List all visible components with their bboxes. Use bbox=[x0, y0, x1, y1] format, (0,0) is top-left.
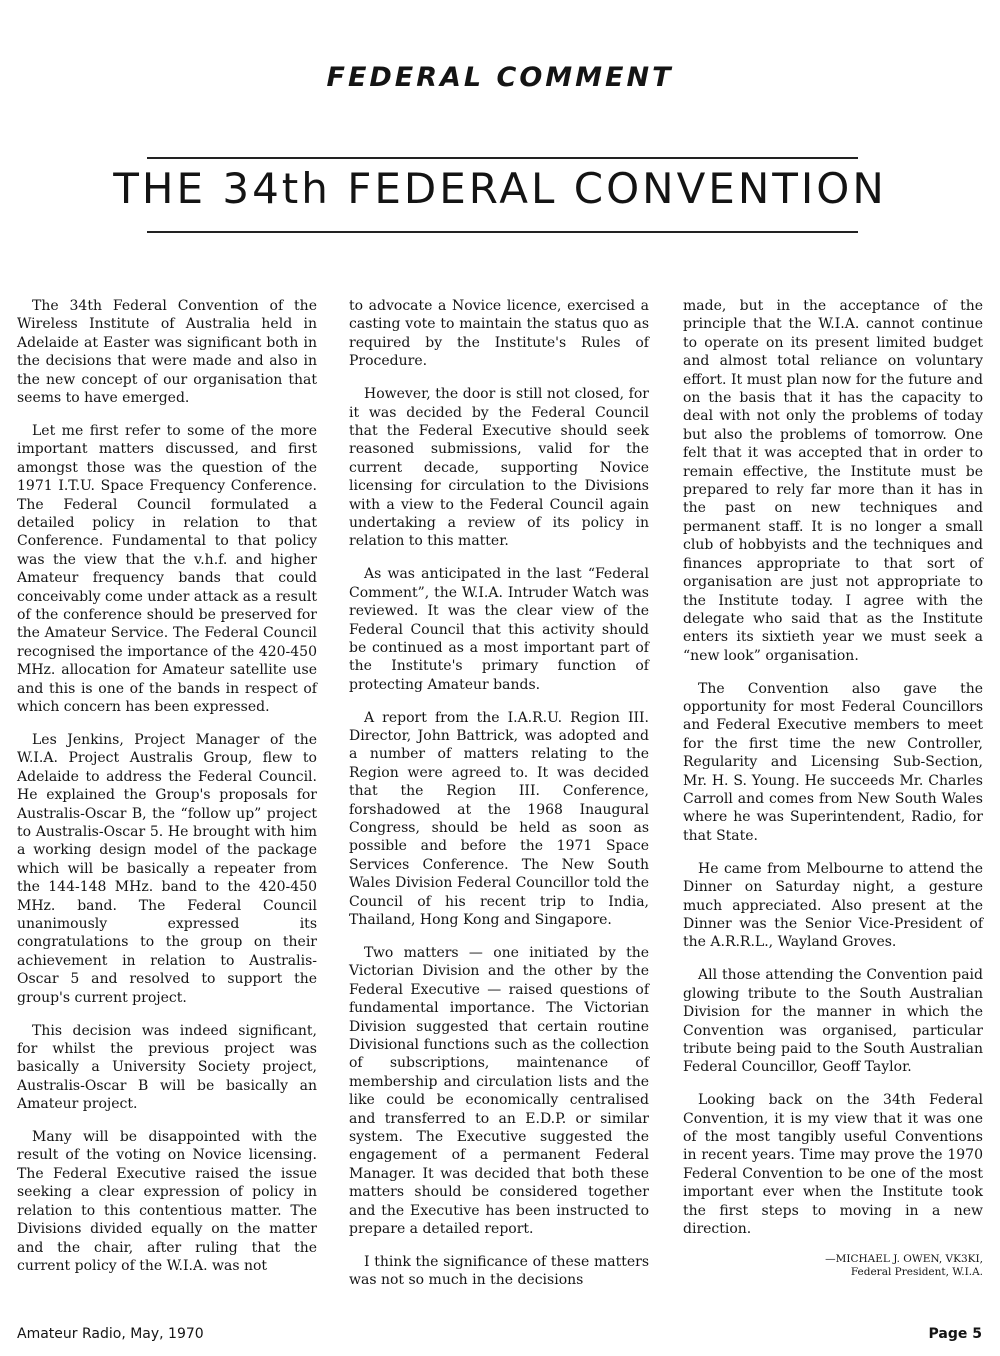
paragraph: Many will be disappointed with the result of the voting on Novice licensing. The Federal Executive raised the issue seeking a clear expression of policy in relation to this contentious matter. The Divisions divided equally on the matter and the chair, after ruling that the current policy of the W.I.A. was not bbox=[17, 1129, 317, 1274]
paragraph: Let me first refer to some of the more important matters discussed, and first amongst those was the question of the 1971 I.T.U. Space Frequency Conference. The Federal Council formulated a detailed policy in relation to that Conference. Fundamental to that policy was the view that the v.h.f. and higher Amateur frequency bands that could conceivably come under attack as a result of the conference should be preserved for the Amateur Service. The Federal Council recognised the importance of the 420-450 MHz. allocation for Amateur satellite use and this is one of the bands in respect of which concern has been expressed. bbox=[17, 422, 317, 716]
paragraph: However, the door is still not closed, for it was decided by the Federal Council that the Federal Executive should seek reasoned submissions, valid for the current decade, supporting Novice licensing for circulation to the Divisions with a view to the Federal Council again undertaking a review of its policy in relation to this matter. bbox=[349, 386, 649, 550]
paragraph: He came from Melbourne to attend the Dinner on Saturday night, a gesture much appreciated. Also present at the Dinner was the Senior Vice-President of the A.R.R.L., Wayland Groves. bbox=[683, 860, 983, 951]
paragraph: As was anticipated in the last “Federal Comment”, the W.I.A. Intruder Watch was reviewed. It was the clear view of the Federal Council that this activity should be continued as a most important part of the Institute's primary function of protecting Amateur bands. bbox=[349, 566, 649, 693]
paragraph: This decision was indeed significant, for whilst the previous project was basically a University Society project, Australis-Oscar B will be basically an Amateur project. bbox=[17, 1022, 317, 1113]
paragraph: All those attending the Convention paid glowing tribute to the South Australian Division for the manner in which the Convention was organised, particular tribute being paid to the South Australian Federal Councillor, Geoff Taylor. bbox=[683, 967, 983, 1076]
author-signature bbox=[683, 1253, 983, 1279]
paragraph-continued: to advocate a Novice licence, exercised a casting vote to maintain the status quo as required by the Institute's Rules of Procedure. bbox=[349, 298, 649, 370]
paragraph: I think the significance of these matters was not so much in the decisions bbox=[349, 1254, 649, 1289]
article-column-2 bbox=[349, 297, 649, 1290]
paragraph-continued: made, but in the acceptance of the principle that the W.I.A. cannot continue to operate on its present limited budget and almost total reliance on voluntary effort. It must plan now for the future and on the basis that it has the capacity to deal with not only the problems of today but also the problems of tomorrow. One felt that it was accepted that in order to remain effective, the Institute must be prepared to rely far more than it has in the past on new techniques and permanent staff. It is no longer a small club of hobbyists and the techniques and finances appropriate to that sort of organisation are just not appropriate to the Institute today. I agree with the delegate who said that as the Institute enters its sixtieth year we must seek a “new look” organisation. bbox=[683, 298, 983, 664]
author-title: Federal President, W.I.A. bbox=[850, 1266, 983, 1278]
paragraph: The Convention also gave the opportunity for most Federal Councillors and Federal Executive members to meet for the first time the new Controller, Regularity and Licensing Sub-Section, Mr. H. S. Young. He succeeds Mr. Charles Carroll and comes from New South Wales where he was Superintendent, Radio, for that State. bbox=[683, 680, 983, 844]
headline-rule-top bbox=[147, 157, 858, 159]
paragraph: A report from the I.A.R.U. Region III. Director, John Battrick, was adopted and a number of matters relating to the Region were agreed to. It was decided that the Region III. Conference, forshadowed at the 1968 Inaugural Congress, should be held as soon as possible and before the 1971 Space Services Conference. The New South Wales Division Federal Councillor told the Council of his recent trip to India, Thailand, Hong Kong and Singapore. bbox=[349, 709, 649, 929]
section-kicker: FEDERAL COMMENT bbox=[326, 62, 674, 93]
page-title: THE 34th FEDERAL CONVENTION bbox=[113, 164, 887, 213]
article-column-1 bbox=[17, 297, 317, 1275]
paragraph: Looking back on the 34th Federal Convention, it is my view that it was one of the most tangibly useful Conventions in recent years. Time may prove the 1970 Federal Convention to be one of the most important ever when the Institute took the first steps to moving in a new direction. bbox=[683, 1092, 983, 1238]
publication-footer: Amateur Radio, May, 1970 bbox=[17, 1326, 204, 1342]
paragraph: Two matters — one initiated by the Victorian Division and the other by the Federal Executive — raised questions of fundamental importance. The Victorian Division suggested that certain routine Divisional functions such as the collection of subscriptions, maintenance of membership and circulation lists and the like could be economically centralised and transferred to an E.D.P. or similar system. The Executive suggested the engagement of a permanent Federal Manager. It was decided that both these matters should be considered together and the Executive has been instructed to prepare a detailed report. bbox=[349, 945, 649, 1238]
paragraph: The 34th Federal Convention of the Wireless Institute of Australia held in Adelaide at Easter was significant both in the decisions that were made and also in the new concept of our organisation that seems to have emerged. bbox=[17, 298, 317, 407]
article-column-3 bbox=[683, 297, 983, 1279]
author-name: —MICHAEL J. OWEN, VK3KI, bbox=[825, 1253, 983, 1265]
paragraph: Les Jenkins, Project Manager of the W.I.A. Project Australis Group, flew to Adelaide to address the Federal Council. He explained the Group's proposals for Australis-Oscar B, the “follow up” project to Australis-Oscar 5. He brought with him a working design model of the package which will be basically a repeater from the 144-148 MHz. band to the 420-450 MHz. band. The Federal Council unanimously expressed its congratulations to the group on their achievement in relation to Australis-Oscar 5 and resolved to support the group's current project. bbox=[17, 731, 317, 1006]
headline-rule-bottom bbox=[147, 231, 858, 233]
page-number: Page 5 bbox=[928, 1326, 982, 1342]
